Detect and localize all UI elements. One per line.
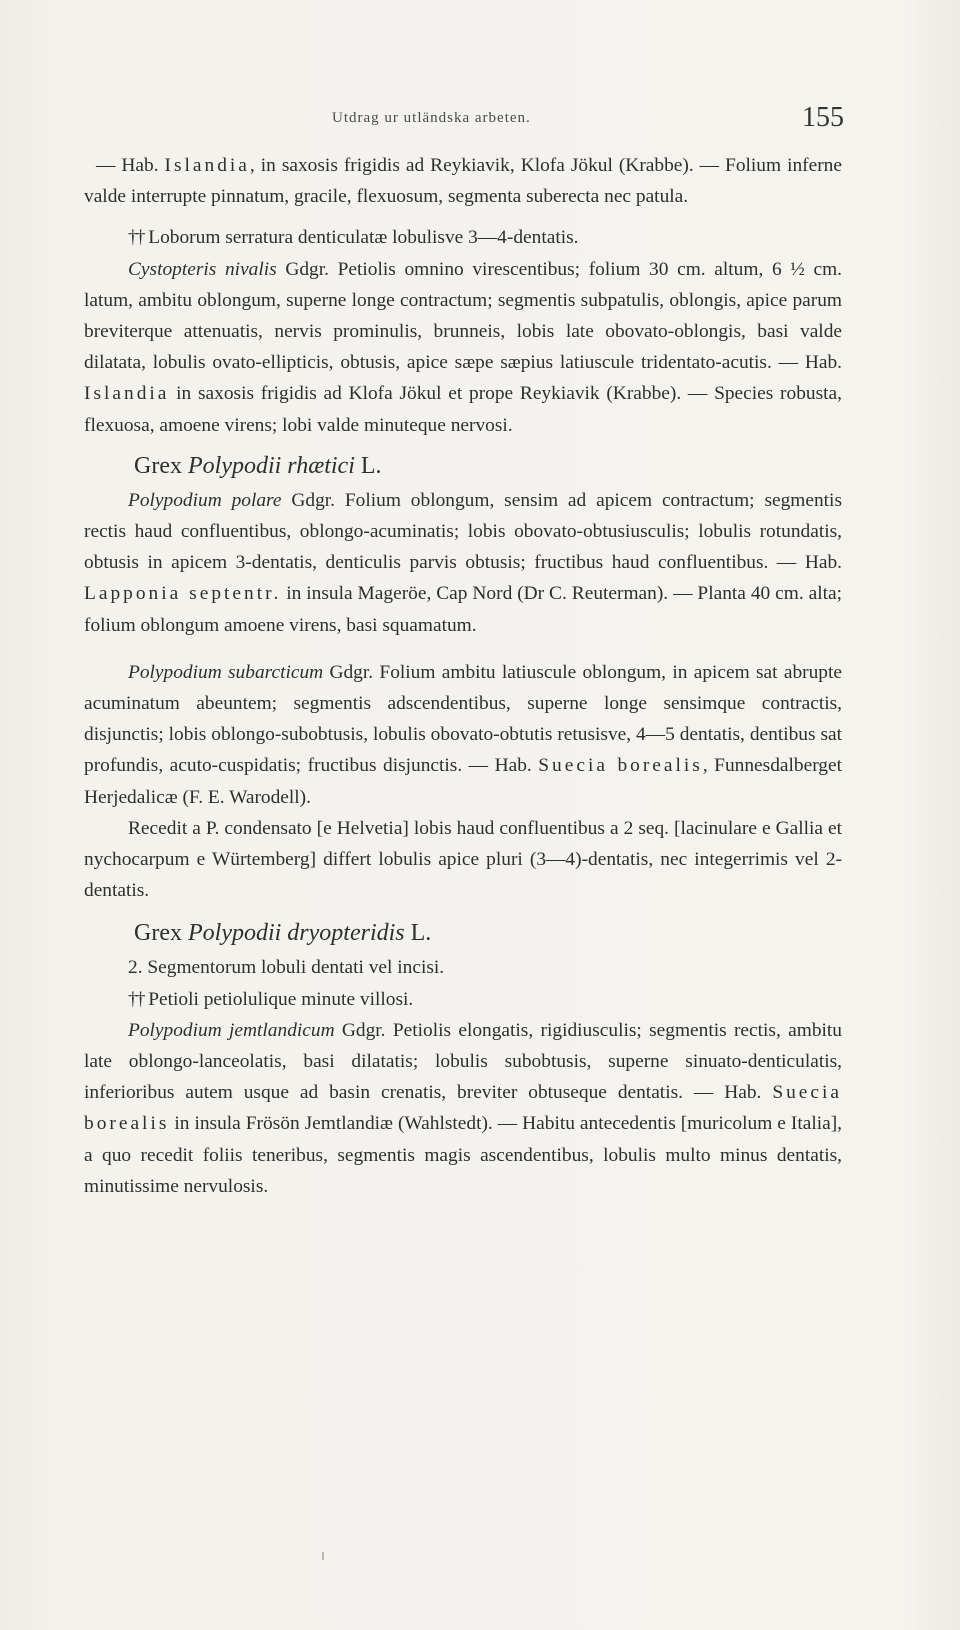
text-run: Loborum serratura denticulatæ lobulisve 3—4-dentatis. <box>143 227 579 249</box>
text-run: Gdgr. Folium oblongum, sensim ad apicem contractum; segmentis rectis haud confluentibus, oblongo-acuminatis; lobis obovato-obtusiusculis; lobulis rotundatis, obtusis in apicem 3-dentatis, denticulis parvis obtusis; fructibus haud confluentibus. — Hab. <box>84 489 842 574</box>
text-run: Gdgr. Petiolis elongatis, rigidiusculis; segmentis rectis, ambitu late oblongo-lanceolatis, basi dilatatis; lobulis subobtusis, superne sinuato-denticulatis, inferioribus autem usque ad basin crenatis, breviter obtuseque dentatis. — Hab. <box>84 1019 842 1104</box>
text-run: in insula Mageröe, Cap Nord (Dr C. Reuterman). — Planta 40 cm. alta; folium oblongum amoene virens, basi squamatum. <box>84 583 843 636</box>
spaced-locality: Islandia <box>164 155 250 176</box>
text-run: in saxosis frigidis ad Klofa Jökul et prope Reykiavik (Krabbe). — Species robusta, flexuosa, amoene virens; lobi valde minuteque nervosi. <box>84 383 842 436</box>
text-run: in insula Frösön Jemtlandiæ (Wahlstedt). — Habitu antecedentis [muricolum e Italia], a quo recedit foliis teneribus, segmentis magis ascendentibus, lobulis multo minus dentatis, minutissime nervulosis. <box>84 1113 842 1197</box>
print-mark <box>322 1552 324 1560</box>
text-run: Gdgr. Petiolis omnino virescentibus; folium 30 cm. altum, 6 ½ cm. latum, ambitu oblongum, superne longe contractum; segmentis subpatulis, oblongis, apice parum breviterque attenuatis, nervis prominulis, brunneis, lobis late obovato-oblongis, basi valde dilatata, lobulis ovato-ellipticis, obtusis, apice sæpe sæpius latiusculе tridentato-acutis. — Hab. <box>84 258 843 374</box>
species-name: Polypodium polare <box>128 489 282 511</box>
text-run: , in saxosis frigidis ad Reykiavik, Klofa Jökul (Krabbe). — Folium inferne valde interrupte pinnatum, gracile, flexuosum, segmenta suberecta nec patula. <box>84 155 842 208</box>
species-name: Polypodium subarcticum <box>128 661 324 683</box>
paragraph-segmentorum <box>84 952 842 983</box>
text-run: , Funnesdalberget Herjedalicæ (F. E. Warodell). <box>84 755 842 808</box>
body-text <box>84 150 842 1202</box>
running-header <box>84 102 844 138</box>
grex-author: L. <box>404 920 432 947</box>
heading-grex-rhaetici <box>84 447 842 485</box>
paragraph-polypodium-subarcticum <box>84 657 842 813</box>
spaced-locality: Lapponia septentr. <box>84 583 282 605</box>
paragraph-polypodium-jemtlandicum <box>84 1015 842 1202</box>
species-name: Polypodium jemtlandicum <box>128 1019 335 1041</box>
text-run: Recedit a P. condensato [e Helvetia] lobis haud confluentibus a 2 seq. [lacinulare e Gallia et nychocarpum e Würtemberg] differt lobulis apice pluri (3—4)-dentatis, nec integerrimis vel 2-dentatis. <box>84 817 842 902</box>
paragraph-recedit <box>84 813 842 907</box>
text-run: Petioli petiolulique minute villosi. <box>143 988 414 1010</box>
dagger-symbol: †† <box>128 988 144 1010</box>
spaced-locality: Suecia borealis <box>538 755 703 777</box>
paragraph-petioli <box>84 984 842 1015</box>
spaced-locality: Islandia <box>84 383 170 405</box>
page-number: 155 <box>802 102 844 133</box>
running-title: Utdrag ur utländska arbeten. <box>332 110 531 126</box>
paragraph-habitat-islandia <box>84 150 842 212</box>
grex-name: Polypodii dryopteridis <box>187 920 405 947</box>
grex-name: Polypodii rhætici <box>187 452 355 479</box>
grex-label: Grex <box>134 920 188 947</box>
grex-label: Grex <box>134 452 188 479</box>
text-run: Gdgr. Folium ambitu latiuscule oblongum, in apicem sat abrupte acuminatum abeuntem; segmentis adscendentibus, superne longe sensimque contractis, disjunctis; lobis oblongo-subobtusis, lobulis obovato-obtutis retusisve, 4—5 dentatis, dentibus sat profundis, acuto-cuspidatis; fructibus disjunctis. — Hab. <box>84 661 842 777</box>
text-run: — Hab. <box>96 155 165 176</box>
dagger-symbol: †† <box>128 227 144 249</box>
heading-grex-dryopteridis <box>84 914 842 952</box>
grex-author: L. <box>354 452 382 479</box>
species-name: Cystopteris nivalis <box>128 258 277 280</box>
spaced-locality: Suecia borealis <box>84 1082 842 1135</box>
paragraph-polypodium-polare <box>84 485 842 641</box>
text-run: 2. Segmentorum lobuli dentati vel incisi. <box>128 957 445 979</box>
paragraph-loborum <box>84 222 842 253</box>
paragraph-cystopteris <box>84 254 842 441</box>
